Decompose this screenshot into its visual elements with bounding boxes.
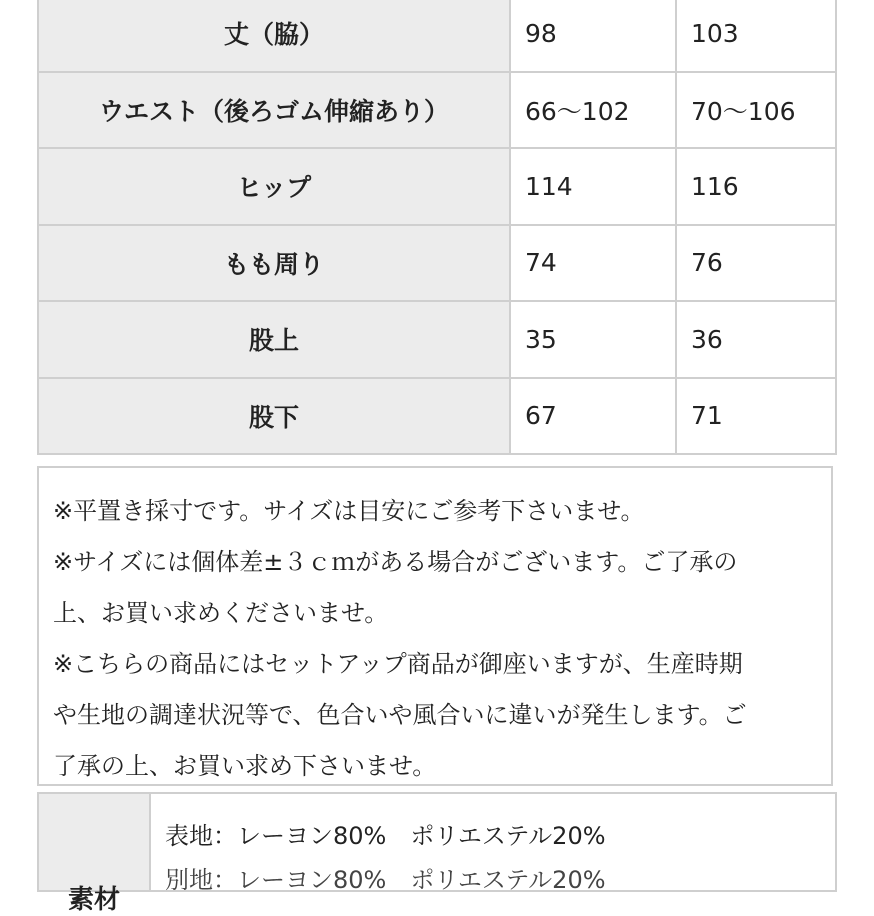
size-value: 66〜102: [510, 72, 676, 149]
size-value: 71: [676, 378, 836, 455]
row-label: 股下: [38, 378, 510, 455]
row-label: 股上: [38, 301, 510, 378]
table-row: [38, 0, 836, 72]
size-value: 103: [676, 0, 836, 72]
table-row: [38, 148, 836, 225]
size-value: 114: [510, 148, 676, 225]
material-heading-cell: [39, 794, 151, 915]
size-value: 116: [676, 148, 836, 225]
table-row: [38, 301, 836, 378]
row-label: ヒップ: [38, 148, 510, 225]
size-value: 74: [510, 225, 676, 302]
note-line: ※サイズには個体差±３ｃｍがある場合がございます。ご了承の: [53, 548, 738, 576]
material-table: [37, 792, 837, 915]
material-heading: 素材: [67, 885, 120, 915]
material-line: 別地：レーヨン80% ポリエステル20%: [165, 866, 606, 894]
size-table: [37, 0, 837, 455]
size-value: 70〜106: [676, 72, 836, 149]
row-label: ウエスト（後ろゴム伸縮あり）: [38, 72, 510, 149]
size-value: 67: [510, 378, 676, 455]
material-details: [151, 794, 835, 894]
note-line: 上、お買い求めくださいませ。: [53, 599, 389, 627]
note-line: や生地の調達状況等で、色合いや風合いに違いが発生します。ご: [53, 701, 747, 729]
table-row: [38, 225, 836, 302]
table-row: [38, 378, 836, 455]
note-line: 了承の上、お買い求め下さいませ。: [53, 752, 437, 780]
size-value: 98: [510, 0, 676, 72]
size-value: 35: [510, 301, 676, 378]
table-row: [38, 72, 836, 149]
note-line: ※平置き採寸です。サイズは目安にご参考下さいませ。: [53, 497, 645, 525]
row-label: 丈（脇）: [38, 0, 510, 72]
note-line: ※こちらの商品にはセットアップ商品が御座いますが、生産時期: [53, 650, 743, 678]
row-label: もも周り: [38, 225, 510, 302]
notes-box: [37, 466, 833, 786]
size-value: 36: [676, 301, 836, 378]
material-line: 表地：レーヨン80% ポリエステル20%: [165, 822, 606, 850]
size-value: 76: [676, 225, 836, 302]
